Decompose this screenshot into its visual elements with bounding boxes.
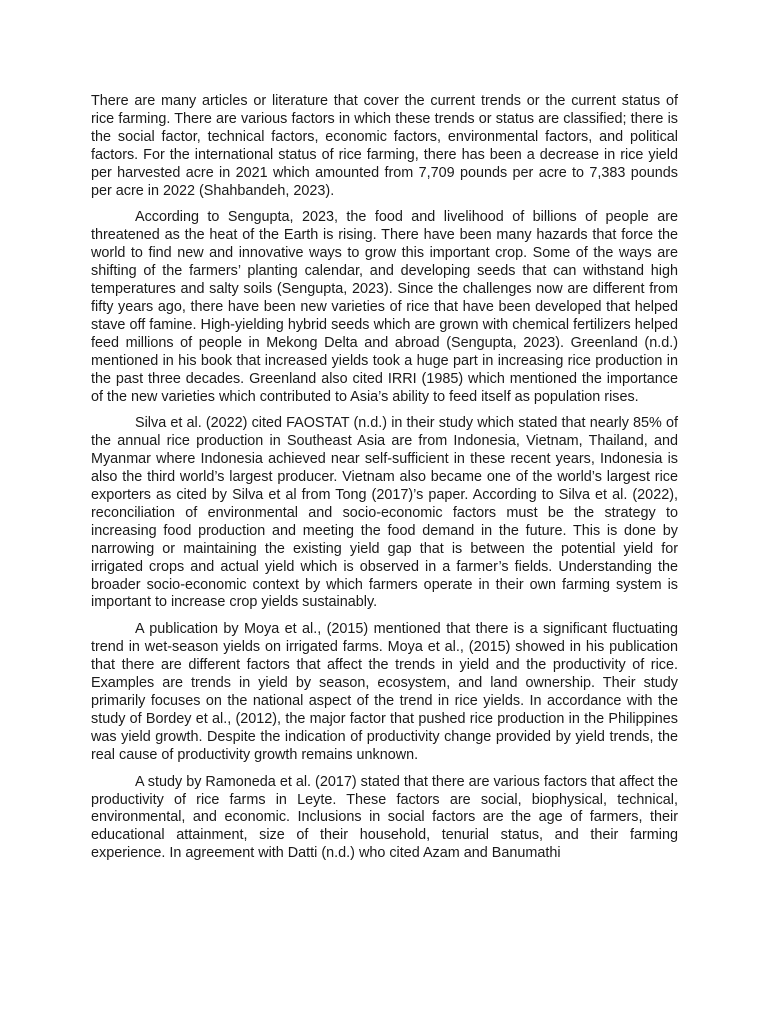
paragraph-rice-farming-status: There are many articles or literature that cover the current trends or the current status of rice farming. There are various factors in which these trends or status are classified; there is the social factor, technical factors, economic factors, environmental factors, and political factors. For the international status of rice farming, there has been a decrease in rice yield per harvested acre in 2021 which amounted from 7,709 pounds per acre to 7,383 pounds per acre in 2022 (Shahbandeh, 2023). (91, 93, 678, 199)
paragraph-silva-southeast-asia: Silva et al. (2022) cited FAOSTAT (n.d.) in their study which stated that nearly 85% of the annual rice production in Southeast Asia are from Indonesia, Vietnam, Thailand, and Myanmar where Indonesia achieved near self-sufficient in these recent years, Indonesia is also the third world’s largest producer. Vietnam also became one of the world’s largest rice exporters as cited by Silva et al from Tong (2017)’s paper. According to Silva et al. (2022), reconciliation of environmental and socio-economic factors must be the strategy to increasing food production and meeting the food demand in the future. This is done by narrowing or maintaining the existing yield gap that is between the potential yield for irrigated crops and actual yield which is observed in a farmer’s fields. Understanding the broader socio-economic context by which farmers operate in their own farming system is important to increase crop yields sustainably. (91, 415, 678, 611)
paragraph-moya-yield-trends: A publication by Moya et al., (2015) mentioned that there is a significant fluctuating trend in wet-season yields on irrigated farms. Moya et al., (2015) showed in his publication that there are different factors that affect the trends in yield and the productivity of rice. Examples are trends in yield by season, ecosystem, and land ownership. Their study primarily focuses on the national aspect of the trend in rice yields. In accordance with the study of Bordey et al., (2012), the major factor that pushed rice production in the Philippines was yield growth. Despite the indication of productivity change provided by yield trends, the real cause of productivity growth remains unknown. (91, 621, 678, 763)
paragraph-sengupta-climate: According to Sengupta, 2023, the food and livelihood of billions of people are threatened as the heat of the Earth is rising. There have been many hazards that force the world to find new and innovative ways to grow this important crop. Some of the ways are shifting of the farmers’ planting calendar, and developing seeds that can withstand high temperatures and salty soils (Sengupta, 2023). Since the challenges now are different from fifty years ago, there have been new varieties of rice that have been developed that helped stave off famine. High-yielding hybrid seeds which are grown with chemical fertilizers helped feed millions of people in Mekong Delta and abroad (Sengupta, 2023). Greenland (n.d.) mentioned in his book that increased yields took a huge part in increasing rice production in the past three decades. Greenland also cited IRRI (1985) which mentioned the importance of the new varieties which contributed to Asia’s ability to feed itself as population rises. (91, 209, 678, 405)
paragraph-ramoneda-leyte: A study by Ramoneda et al. (2017) stated that there are various factors that affect the productivity of rice farms in Leyte. These factors are social, biophysical, technical, environmental, and economic. Inclusions in social factors are the age of farmers, their educational attainment, size of their household, tenurial status, and their farming experience. In agreement with Datti (n.d.) who cited Azam and Banumathi (91, 773, 678, 862)
document-page (91, 93, 678, 872)
